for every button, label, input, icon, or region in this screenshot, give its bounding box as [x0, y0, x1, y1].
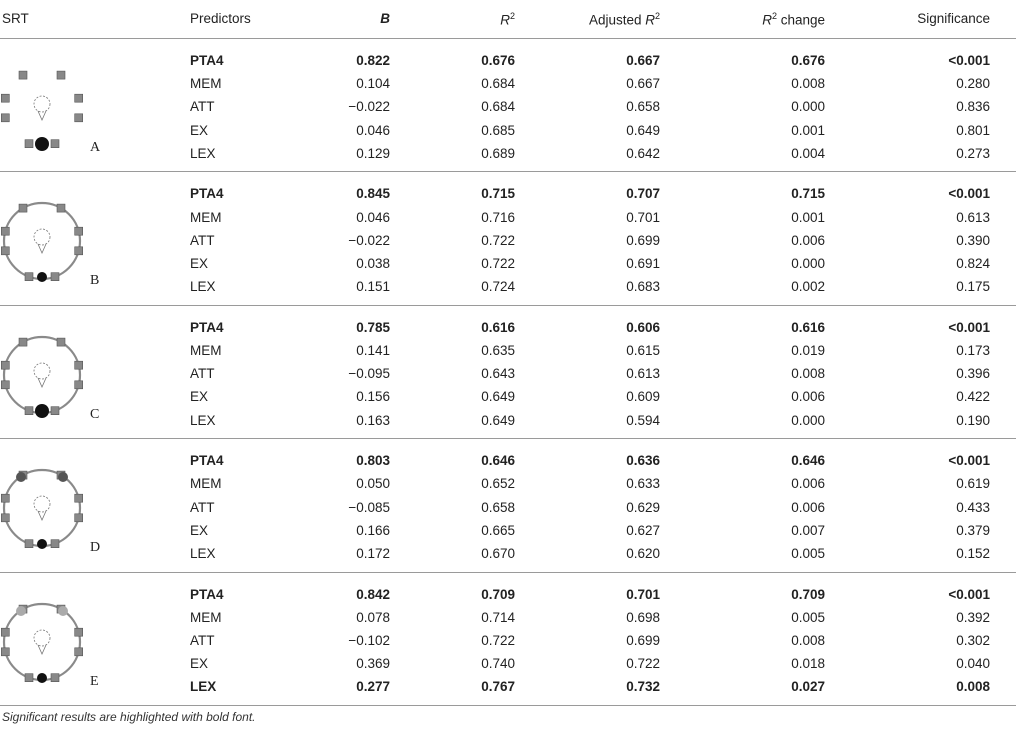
predictor-cell: PTA4	[190, 53, 224, 68]
condition-label: D	[90, 540, 101, 556]
r2-change-cell: 0.018	[791, 656, 825, 672]
predictor-cell: EX	[190, 522, 209, 538]
r2-cell: 0.689	[481, 145, 515, 161]
b-cell: 0.129	[356, 145, 390, 161]
header-r2: $R^2$	[500, 11, 515, 28]
b-cell: −0.095	[348, 366, 390, 382]
predictor-cell: LEX	[190, 145, 216, 161]
speaker-icon	[25, 406, 33, 414]
r2-change-cell: 0.002	[791, 279, 825, 295]
speaker-icon	[1, 94, 9, 102]
speaker-icon	[1, 228, 9, 236]
r2-change-cell: 0.004	[791, 145, 825, 161]
adjusted-r2-cell: 0.699	[626, 633, 660, 648]
listener-head-icon	[34, 96, 50, 112]
b-cell: 0.104	[356, 76, 390, 92]
b-cell: 0.156	[356, 389, 390, 405]
predictor-cell: EX	[190, 256, 209, 271]
r2-change-cell: 0.027	[791, 679, 825, 695]
significance-cell: 0.040	[956, 656, 990, 672]
masker-source-icon	[16, 472, 26, 482]
masker-source-icon	[58, 472, 68, 482]
predictor-cell: ATT	[190, 232, 215, 248]
r2-cell: 0.724	[481, 279, 515, 295]
r2-change-cell: 0.000	[791, 256, 825, 271]
r2-change-cell: 0.006	[791, 232, 825, 248]
adjusted-r2-cell: 0.594	[626, 412, 660, 428]
r2-change-cell: 0.006	[791, 389, 825, 405]
speaker-icon	[1, 628, 9, 636]
speaker-icon	[1, 494, 9, 502]
significance-cell: 0.175	[956, 279, 990, 295]
predictor-cell: LEX	[190, 279, 216, 295]
predictor-cell: MEM	[190, 609, 222, 625]
b-cell: 0.163	[356, 412, 390, 428]
r2-change-cell: 0.005	[791, 546, 825, 561]
adjusted-r2-cell: 0.649	[626, 122, 660, 138]
r2-change-cell: 0.646	[791, 453, 825, 469]
r2-cell: 0.684	[481, 76, 515, 92]
header-rule	[0, 38, 1016, 39]
speaker-icon	[75, 94, 83, 102]
adjusted-r2-cell: 0.620	[626, 546, 660, 561]
predictor-cell: MEM	[190, 476, 222, 492]
r2-cell: 0.670	[481, 546, 515, 561]
speaker-icon	[57, 71, 65, 79]
ring-outline	[4, 203, 80, 279]
predictor-cell: MEM	[190, 209, 222, 225]
r2-cell: 0.767	[481, 679, 515, 695]
ring-outline	[4, 470, 80, 546]
speaker-icon	[51, 140, 59, 148]
condition-label: B	[90, 273, 100, 289]
header-b: B	[380, 11, 390, 26]
adjusted-r2-cell: 0.627	[626, 522, 660, 538]
b-cell: 0.842	[356, 586, 390, 602]
r2-cell: 0.658	[481, 499, 515, 515]
significance-cell: <0.001	[948, 186, 990, 202]
b-cell: 0.369	[356, 656, 390, 672]
r2-cell: 0.709	[481, 586, 515, 602]
listener-head-icon	[34, 496, 50, 512]
group-rule	[0, 171, 1016, 172]
significance-cell: <0.001	[948, 53, 990, 68]
condition-label: A	[90, 140, 101, 155]
header-predictors: Predictors	[190, 11, 251, 26]
group-rule	[0, 572, 1016, 573]
b-cell: 0.078	[356, 609, 390, 625]
speaker-icon	[25, 673, 33, 681]
adjusted-r2-cell: 0.658	[626, 99, 660, 115]
speaker-icon	[19, 338, 27, 346]
significance-cell: <0.001	[948, 453, 990, 469]
b-cell: −0.022	[348, 232, 390, 248]
b-cell: −0.085	[348, 499, 390, 515]
adjusted-r2-cell: 0.691	[626, 256, 660, 271]
adjusted-r2-cell: 0.707	[626, 186, 660, 202]
listener-head-icon	[34, 363, 50, 379]
r2-change-cell: 0.006	[791, 499, 825, 515]
r2-change-cell: 0.000	[791, 412, 825, 428]
target-source-icon	[37, 673, 47, 683]
b-cell: 0.046	[356, 209, 390, 225]
header-srt: SRT	[2, 11, 29, 26]
speaker-icon	[19, 71, 27, 79]
predictor-cell: EX	[190, 656, 209, 672]
r2-change-cell: 0.616	[791, 319, 825, 335]
r2-change-cell: 0.709	[791, 586, 825, 602]
predictor-cell: LEX	[190, 412, 216, 428]
r2-cell: 0.740	[481, 656, 515, 672]
group-rule	[0, 438, 1016, 439]
adjusted-r2-cell: 0.642	[626, 145, 660, 161]
table-footnote: Significant results are highlighted with bold font.	[2, 710, 256, 724]
target-source-icon	[35, 404, 49, 418]
ring-outline	[4, 604, 80, 680]
predictor-cell: ATT	[190, 499, 215, 515]
predictor-cell: PTA4	[190, 186, 224, 202]
speaker-icon	[1, 381, 9, 389]
predictor-cell: EX	[190, 389, 209, 405]
significance-cell: 0.302	[956, 633, 990, 648]
significance-cell: <0.001	[948, 319, 990, 335]
r2-cell: 0.716	[481, 209, 515, 225]
speaker-icon	[75, 381, 83, 389]
adjusted-r2-cell: 0.667	[626, 76, 660, 92]
speaker-icon	[1, 114, 9, 122]
speaker-icon	[25, 273, 33, 281]
significance-cell: 0.280	[956, 76, 990, 92]
r2-cell: 0.722	[481, 256, 515, 271]
predictor-cell: MEM	[190, 76, 222, 92]
r2-cell: 0.616	[481, 319, 515, 335]
adjusted-r2-cell: 0.636	[626, 453, 660, 469]
significance-cell: 0.152	[956, 546, 990, 561]
b-cell: 0.785	[356, 319, 390, 335]
header-adjusted-r2: Adjusted $R^2$	[588, 11, 660, 28]
predictor-cell: EX	[190, 122, 209, 138]
b-cell: 0.172	[356, 546, 390, 561]
speaker-layout-diagram	[0, 48, 120, 173]
r2-cell: 0.685	[481, 122, 515, 138]
r2-cell: 0.652	[481, 476, 515, 492]
speaker-icon	[75, 247, 83, 255]
speaker-icon	[1, 514, 9, 522]
r2-change-cell: 0.019	[791, 343, 825, 358]
ring-outline	[4, 337, 80, 413]
b-cell: 0.277	[356, 679, 390, 695]
r2-cell: 0.635	[481, 343, 515, 358]
speaker-layout-diagram	[0, 582, 120, 707]
adjusted-r2-cell: 0.722	[626, 656, 660, 672]
speaker-icon	[19, 204, 27, 212]
r2-change-cell: 0.006	[791, 476, 825, 492]
adjusted-r2-cell: 0.701	[626, 586, 660, 602]
speaker-icon	[75, 228, 83, 236]
significance-cell: 0.008	[956, 679, 990, 695]
listener-head-icon	[34, 630, 50, 646]
r2-cell: 0.665	[481, 522, 515, 538]
adjusted-r2-cell: 0.698	[626, 609, 660, 625]
significance-cell: 0.273	[956, 145, 990, 161]
r2-cell: 0.649	[481, 389, 515, 405]
b-cell: 0.038	[356, 256, 390, 271]
speaker-icon	[1, 247, 9, 255]
adjusted-r2-cell: 0.667	[626, 53, 660, 68]
r2-cell: 0.722	[481, 633, 515, 648]
speaker-icon	[75, 647, 83, 655]
header-significance: Significance	[917, 11, 990, 26]
r2-cell: 0.714	[481, 609, 515, 625]
r2-cell: 0.646	[481, 453, 515, 469]
b-cell: 0.166	[356, 522, 390, 538]
r2-change-cell: 0.676	[791, 53, 825, 68]
r2-cell: 0.643	[481, 366, 515, 382]
r2-change-cell: 0.008	[791, 633, 825, 648]
group-rule	[0, 305, 1016, 306]
predictor-cell: PTA4	[190, 586, 224, 602]
speaker-icon	[57, 338, 65, 346]
r2-change-cell: 0.007	[791, 522, 825, 538]
adjusted-r2-cell: 0.633	[626, 476, 660, 492]
r2-change-cell: 0.008	[791, 76, 825, 92]
predictor-cell: LEX	[190, 546, 216, 561]
target-source-icon	[37, 272, 47, 282]
significance-cell: 0.422	[956, 389, 990, 405]
r2-cell: 0.649	[481, 412, 515, 428]
r2-change-cell: 0.001	[791, 209, 825, 225]
b-cell: 0.822	[356, 53, 390, 68]
r2-cell: 0.715	[481, 186, 515, 202]
masker-source-icon	[58, 606, 68, 616]
condition-label: C	[90, 406, 100, 422]
r2-change-cell: 0.715	[791, 186, 825, 202]
r2-change-cell: 0.000	[791, 99, 825, 115]
significance-cell: 0.433	[956, 499, 990, 515]
adjusted-r2-cell: 0.732	[626, 679, 660, 695]
predictor-cell: ATT	[190, 99, 215, 115]
significance-cell: 0.836	[956, 99, 990, 115]
speaker-layout-diagram	[0, 448, 120, 573]
significance-cell: 0.190	[956, 412, 990, 428]
b-cell: 0.845	[356, 186, 390, 202]
predictor-cell: MEM	[190, 343, 222, 358]
speaker-icon	[1, 361, 9, 369]
r2-change-cell: 0.005	[791, 609, 825, 625]
b-cell: 0.803	[356, 453, 390, 469]
r2-change-cell: 0.001	[791, 122, 825, 138]
target-source-icon	[37, 539, 47, 549]
target-source-icon	[35, 137, 49, 151]
predictor-cell: ATT	[190, 633, 215, 648]
adjusted-r2-cell: 0.613	[626, 366, 660, 382]
significance-cell: 0.379	[956, 522, 990, 538]
predictor-cell: LEX	[190, 679, 217, 695]
significance-cell: 0.173	[956, 343, 990, 358]
adjusted-r2-cell: 0.615	[626, 343, 660, 358]
speaker-icon	[51, 273, 59, 281]
b-cell: 0.151	[356, 279, 390, 295]
predictor-cell: ATT	[190, 366, 215, 382]
speaker-layout-diagram	[0, 181, 120, 306]
adjusted-r2-cell: 0.683	[626, 279, 660, 295]
predictor-cell: PTA4	[190, 453, 224, 469]
speaker-icon	[51, 540, 59, 548]
condition-label: E	[90, 673, 99, 689]
b-cell: 0.141	[356, 343, 390, 358]
speaker-icon	[51, 406, 59, 414]
speaker-icon	[75, 494, 83, 502]
b-cell: 0.046	[356, 122, 390, 138]
speaker-icon	[25, 140, 33, 148]
r2-change-cell: 0.008	[791, 366, 825, 382]
speaker-icon	[51, 673, 59, 681]
adjusted-r2-cell: 0.609	[626, 389, 660, 405]
r2-cell: 0.684	[481, 99, 515, 115]
group-rule	[0, 705, 1016, 706]
b-cell: 0.050	[356, 476, 390, 492]
speaker-icon	[75, 628, 83, 636]
r2-cell: 0.676	[481, 53, 515, 68]
significance-cell: 0.801	[956, 122, 990, 138]
speaker-icon	[1, 647, 9, 655]
speaker-icon	[75, 514, 83, 522]
speaker-layout-diagram	[0, 315, 120, 440]
adjusted-r2-cell: 0.701	[626, 209, 660, 225]
b-cell: −0.022	[348, 99, 390, 115]
header-r2-change: $R^2$ change	[762, 11, 825, 28]
significance-cell: 0.619	[956, 476, 990, 492]
significance-cell: 0.613	[956, 209, 990, 225]
significance-cell: <0.001	[948, 586, 990, 602]
adjusted-r2-cell: 0.629	[626, 499, 660, 515]
speaker-icon	[75, 361, 83, 369]
speaker-icon	[75, 114, 83, 122]
significance-cell: 0.824	[956, 256, 990, 271]
significance-cell: 0.392	[956, 609, 990, 625]
speaker-icon	[25, 540, 33, 548]
predictor-cell: PTA4	[190, 319, 224, 335]
r2-cell: 0.722	[481, 232, 515, 248]
speaker-icon	[57, 204, 65, 212]
adjusted-r2-cell: 0.699	[626, 232, 660, 248]
significance-cell: 0.390	[956, 232, 990, 248]
significance-cell: 0.396	[956, 366, 990, 382]
listener-head-icon	[34, 229, 50, 245]
masker-source-icon	[16, 606, 26, 616]
adjusted-r2-cell: 0.606	[626, 319, 660, 335]
table-header	[0, 0, 1016, 38]
b-cell: −0.102	[348, 633, 390, 648]
